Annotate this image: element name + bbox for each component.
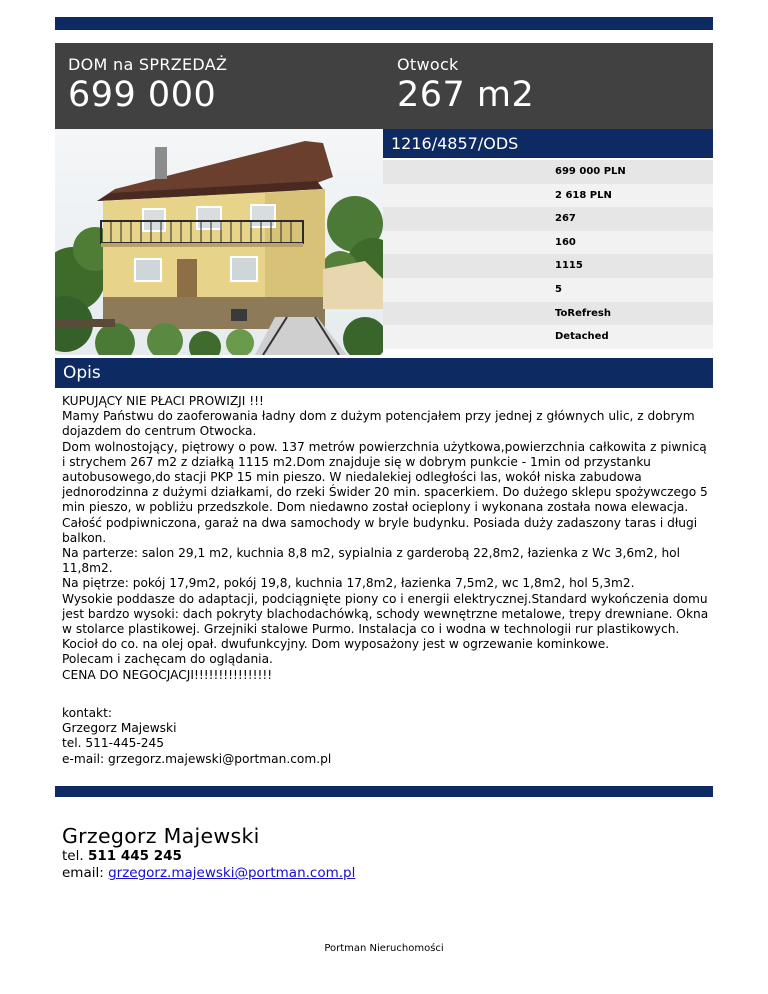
detail-value: 5 [555, 283, 562, 295]
footer-company: Portman Nieruchomości [324, 943, 444, 954]
description-line: Mamy Państwu do zaoferowania ładny dom z dużym potencjałem przy jednej z głównych ulic, z dobrym dojazdem do centrum Otwocka. [62, 409, 695, 439]
property-type-label: DOM na SPRZEDAŻ [68, 55, 228, 74]
contact-block [62, 706, 331, 767]
mid-accent-bar [55, 786, 713, 797]
description-body [62, 394, 710, 683]
price-headline: 699 000 [68, 75, 217, 115]
detail-value: Detached [555, 331, 609, 343]
detail-row [383, 231, 713, 255]
detail-value: 160 [555, 236, 576, 248]
description-line: Polecam i zachęcam do oglądania. [62, 652, 273, 667]
detail-row [383, 325, 713, 349]
description-line: Na parterze: salon 29,1 m2, kuchnia 8,8 m2, sypialnia z garderobą 22,8m2, łazienka z Wc 3,6m2, hol 11,8m2. [62, 546, 681, 576]
description-line: Wysokie poddasze do adaptacji, podciągnięte piony co i energii elektrycznej.Standard wykończenia domu jest bardzo wysoki: dach pokryty blachodachówką, schody wewnętrzne metalowe, trepy drewniane. Okna w stolarce plastikowej. Grzejniki stalowe Purmo. Instalacja co i wodna w technologii rur plastikowych. Kocioł do co. na olej opał. dwufunkcyjny. Dom wyposażony jest w ogrzewanie kominkowe. [62, 591, 709, 652]
contact-email: e-mail: grzegorz.majewski@portman.com.pl [62, 751, 332, 766]
agent-email-link[interactable]: grzegorz.majewski@portman.com.pl [108, 865, 356, 881]
detail-value: 2 618 PLN [555, 189, 612, 201]
contact-phone: tel. 511-445-245 [62, 736, 164, 751]
agent-phone[interactable]: 511 445 245 [87, 848, 182, 864]
detail-value: 699 000 PLN [555, 166, 626, 177]
detail-value: 1115 [555, 260, 583, 272]
detail-row [383, 302, 713, 326]
area-headline: 267 m2 [397, 75, 535, 115]
detail-row [383, 184, 713, 208]
agent-phone-label: tel. [62, 848, 84, 864]
detail-value: 267 [555, 213, 576, 225]
listing-header [55, 43, 713, 129]
detail-value: ToRefresh [555, 307, 611, 319]
offer-reference: 1216/4857/ODS [391, 134, 519, 153]
detail-row [383, 278, 713, 302]
description-heading-bar [55, 358, 713, 388]
details-table [383, 160, 713, 349]
description-line: CENA DO NEGOCJACJI!!!!!!!!!!!!!!!! [62, 667, 273, 682]
house-photo [55, 129, 383, 355]
detail-row [383, 160, 713, 184]
agent-name: Grzegorz Majewski [62, 824, 260, 848]
agent-email-line [62, 865, 355, 882]
description-heading: Opis [63, 363, 101, 383]
description-line: Dom wolnostojący, piętrowy o pow. 137 metrów powierzchnia użytkowa,powierzchnia całkowita z piwnicą i strychem 267 m2 z działką 1115 m2.Dom znajduje się w dobrym punkcie - 1min od przystanku autobusowego,do stacji PKP 15 min pieszo. W niedalekiej odległości las, wokół niska zabudowa jednorodzinna z dużymi działkami, do rzeki Świder 20 min. spacerkiem. Do dużego sklepu spożywczego 5 min pieszo, w pobliżu przedszkole. Dom niedawno został ocieplony i wykonana została nowa elewacja. Całość podpiwniczona, garaż na dwa samochody w bryle budynku. Posiada duży zadaszony taras i długi balkon. [62, 439, 708, 545]
description-line: Na piętrze: pokój 17,9m2, pokój 19,8, kuchnia 17,8m2, łazienka 7,5m2, wc 1,8m2, hol 5,3m2. [62, 576, 635, 591]
detail-row [383, 207, 713, 231]
top-accent-bar [55, 17, 713, 30]
city-label: Otwock [397, 55, 459, 74]
contact-name: Grzegorz Majewski [62, 721, 177, 736]
agent-card [62, 824, 355, 882]
agent-phone-line [62, 848, 355, 865]
detail-row [383, 254, 713, 278]
description-line: KUPUJĄCY NIE PŁACI PROWIZJI !!! [62, 394, 264, 408]
contact-label: kontakt: [62, 706, 112, 720]
agent-email-label: email: [62, 865, 104, 881]
offer-reference-bar [383, 129, 713, 158]
